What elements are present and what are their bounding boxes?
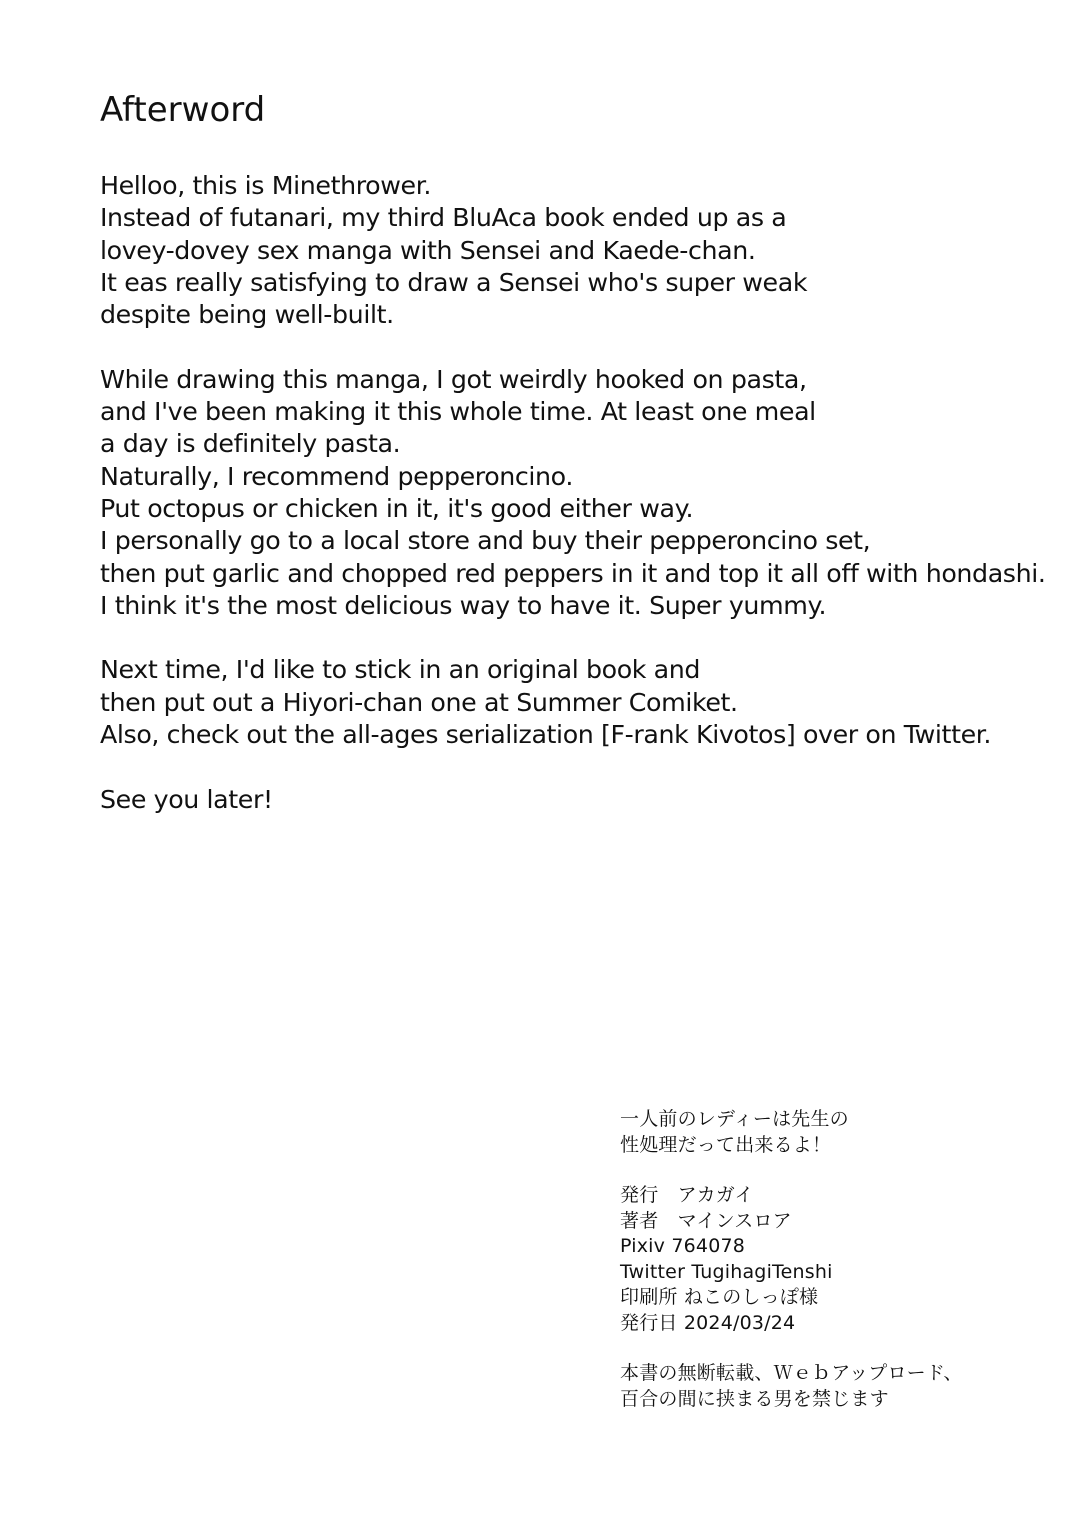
paragraph-next-time [100,654,1060,751]
text-line: Naturally, I recommend pepperoncino. [100,461,573,491]
paragraph-closing [100,784,1060,816]
text-line: Put octopus or chicken in it, it's good either way. [100,493,694,523]
notice-line: 本書の無断転載、Ｗｅｂアップロード、 [620,1362,963,1384]
text-line: While drawing this manga, I got weirdly hooked on pasta, [100,364,807,394]
book-title-line: 性処理だって出来るよ！ [620,1133,832,1156]
text-line: Next time, I'd like to stick in an original book and [100,655,701,685]
notice-line: 百合の間に挟まる男を禁じます [620,1387,889,1410]
text-line: I personally go to a local store and buy their pepperoncino set, [100,526,871,556]
credit-pixiv: Pixiv 764078 [620,1235,746,1257]
paragraph-intro [100,170,1060,331]
credit-author: 著者 マインスロア [620,1209,792,1232]
text-line: See you later! [100,784,273,814]
text-line: despite being well-built. [100,300,394,330]
text-line: Also, check out the all-ages serialization [F-rank Kivotos] over on Twitter. [100,720,992,750]
text-line: then put out a Hiyori-chan one at Summer Comiket. [100,687,738,717]
text-line: Helloo, this is Minethrower. [100,171,432,200]
text-line: Instead of futanari, my third BluAca book ended up as a [100,203,787,233]
afterword-body [100,170,1060,848]
colophon [620,1107,1040,1437]
text-line: then put garlic and chopped red peppers in it and top it all off with hondashi. [100,558,1046,588]
credit-publish-date: 発行日 2024/03/24 [620,1311,796,1334]
credit-printer: 印刷所 ねこのしっぽ様 [620,1286,819,1308]
colophon-notice [620,1361,1040,1412]
book-title-line: 一人前のレディーは先生の [620,1108,849,1130]
text-line: a day is definitely pasta. [100,429,401,459]
text-line: and I've been making it this whole time. At least one meal [100,397,816,427]
credit-publisher: 発行 アカガイ [620,1184,754,1206]
page-title: Afterword [100,90,266,130]
colophon-credits [620,1183,1040,1336]
text-line: lovey-dovey sex manga with Sensei and Kaede-chan. [100,235,756,265]
paragraph-pasta [100,364,1060,622]
colophon-book-title [620,1107,1040,1158]
credit-twitter: Twitter TugihagiTenshi [620,1260,833,1283]
text-line: I think it's the most delicious way to have it. Super yummy. [100,590,827,620]
text-line: It eas really satisfying to draw a Sensei who's super weak [100,267,808,297]
